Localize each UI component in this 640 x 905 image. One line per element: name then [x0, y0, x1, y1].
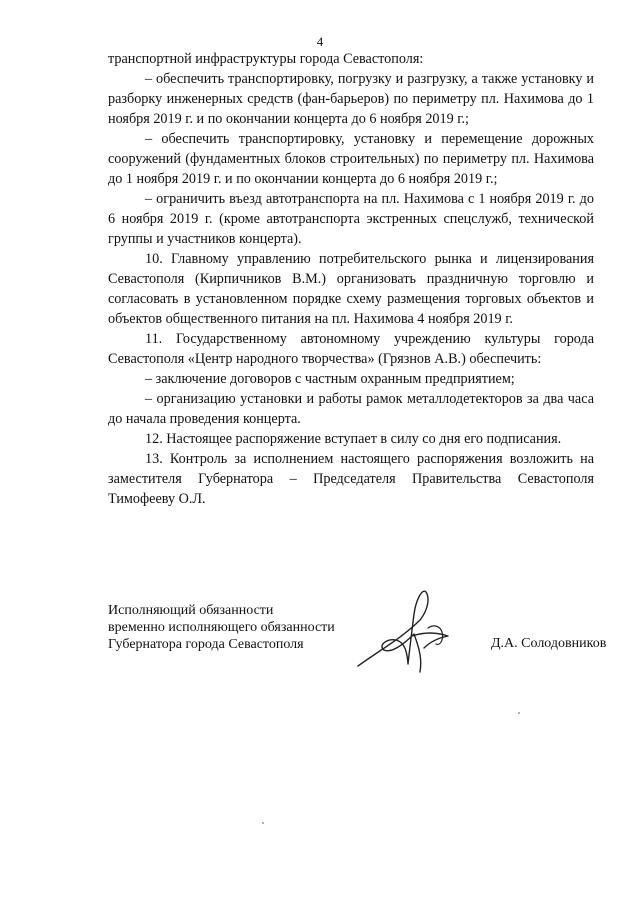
scan-speck: [518, 712, 520, 714]
paragraph: 13. Контроль за исполнением настоящего распоряжения возложить на заместителя Губернатора – Председателя Правительства Севастополя Тимофееву О.Л.: [108, 451, 594, 507]
paragraph: – ограничить въезд автотранспорта на пл. Нахимова с 1 ноября 2019 г. до 6 ноября 2019 г. (кроме автотранспорта экстренных спецслужб, технической группы и участников концерта).: [108, 191, 594, 247]
signatory-title-line: Исполняющий обязанности: [108, 603, 274, 618]
page-number: 4: [316, 34, 324, 49]
paragraph: – обеспечить транспортировку, установку и перемещение дорожных сооружений (фундаментных блоков строительных) по периметру пл. Нахимова до 1 ноября 2019 г. и по окончании концерта до 6 ноября 2019 г.;: [108, 131, 594, 187]
paragraph: транспортной инфраструктуры города Севастополя:: [108, 51, 424, 67]
signatory-title: [108, 602, 335, 653]
paragraph: – организацию установки и работы рамок металлодетекторов за два часа до начала проведения концерта.: [108, 391, 594, 427]
scan-speck: [262, 822, 264, 824]
signatory-name: Д.А. Солодовников: [491, 636, 607, 651]
paragraph: 12. Настоящее распоряжение вступает в силу со дня его подписания.: [145, 431, 562, 447]
handwritten-signature: [350, 580, 470, 680]
paragraph: 10. Главному управлению потребительского рынка и лицензирования Севастополя (Кирпичников В.М.) организовать праздничную торговлю и согласовать в установленном порядке схему размещения торговых объектов и объектов общественного питания на пл. Нахимова 4 ноября 2019 г.: [108, 251, 594, 327]
paragraph: – заключение договоров с частным охранным предприятием;: [145, 371, 515, 387]
signatory-title-line: Губернатора города Севастополя: [108, 637, 304, 652]
signatory-title-line: временно исполняющего обязанности: [108, 620, 335, 635]
paragraph: – обеспечить транспортировку, погрузку и разгрузку, а также установку и разборку инженерных средств (фан-барьеров) по периметру пл. Нахимова до 1 ноября 2019 г. и по окончании концерта до 6 ноября 2019 г.;: [108, 71, 594, 127]
document-body: [108, 49, 594, 509]
paragraph: 11. Государственному автономному учреждению культуры города Севастополя «Центр народного творчества» (Грязнов А.В.) обеспечить:: [108, 331, 594, 367]
